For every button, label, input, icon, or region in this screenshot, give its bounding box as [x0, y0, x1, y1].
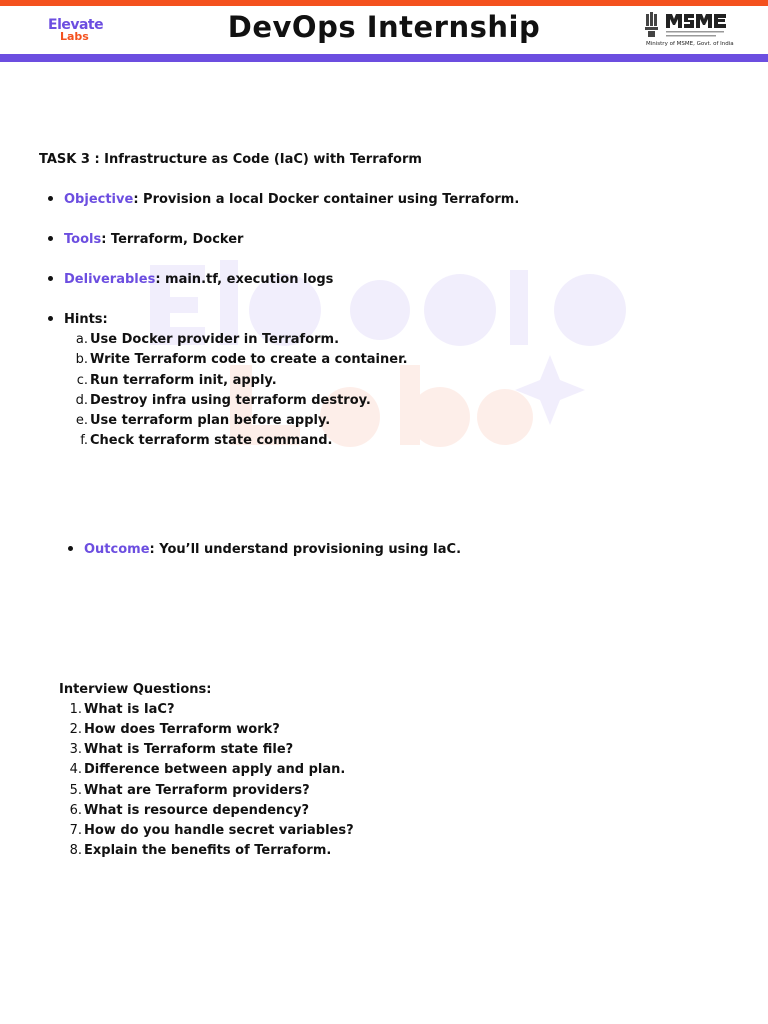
question-item: [64, 762, 345, 777]
outcome-text: : You’ll understand provisioning using IaC.: [149, 542, 462, 557]
interview-questions-title: Interview Questions:: [59, 682, 212, 697]
question-text: What is resource dependency?: [84, 803, 310, 818]
deliverables-label: Deliverables: [64, 272, 156, 287]
task-title: TASK 3 : Infrastructure as Code (IaC) with Terraform: [39, 152, 422, 167]
hints-item: [48, 312, 108, 327]
question-text: Explain the benefits of Terraform.: [84, 843, 332, 858]
question-text: What is Terraform state file?: [84, 742, 294, 757]
objective-label: Objective: [64, 192, 134, 207]
outcome-item: [68, 542, 461, 557]
hint-text: Check terraform state command.: [90, 433, 333, 448]
tools-text: : Terraform, Docker: [101, 232, 244, 247]
question-item: [64, 783, 310, 798]
hint-marker: d.: [75, 393, 88, 408]
question-item: [64, 843, 331, 858]
bullet-icon: [48, 316, 53, 321]
hints-label: Hints:: [64, 312, 108, 327]
question-number: 7.: [69, 823, 82, 838]
bullet-icon: [48, 196, 53, 201]
question-number: 6.: [69, 803, 82, 818]
hint-text: Write Terraform code to create a container.: [90, 352, 408, 367]
bullet-icon: [68, 546, 73, 551]
question-number: 2.: [69, 722, 82, 737]
question-text: What is IaC?: [84, 702, 175, 717]
hint-text: Run terraform init, apply.: [90, 373, 277, 388]
deliverables-text: : main.tf, execution logs: [155, 272, 334, 287]
question-number: 5.: [69, 783, 82, 798]
question-item: [64, 722, 280, 737]
question-number: 4.: [69, 762, 82, 777]
question-item: [64, 823, 354, 838]
question-text: Difference between apply and plan.: [84, 762, 346, 777]
question-number: 1.: [69, 702, 82, 717]
bullet-icon: [48, 236, 53, 241]
question-number: 8.: [69, 843, 82, 858]
hint-marker: f.: [80, 433, 88, 448]
question-number: 3.: [69, 742, 82, 757]
hint-item: [70, 413, 330, 428]
logo-line-1: Elevate: [48, 17, 104, 33]
objective-item: [48, 192, 519, 207]
hint-text: Use Docker provider in Terraform.: [90, 332, 340, 347]
tools-item: [48, 232, 243, 247]
logo-line-2: Labs: [60, 30, 89, 43]
hint-item: [70, 332, 339, 347]
page-title: DevOps Internship: [227, 10, 541, 44]
hint-marker: e.: [75, 413, 88, 428]
question-text: How do you handle secret variables?: [84, 823, 354, 838]
hint-marker: a.: [75, 332, 88, 347]
hint-marker: c.: [76, 373, 88, 388]
hint-item: [70, 433, 332, 448]
outcome-label: Outcome: [84, 542, 150, 557]
hint-item: [70, 393, 371, 408]
objective-text: : Provision a local Docker container using Terraform.: [133, 192, 520, 207]
bullet-icon: [48, 276, 53, 281]
question-item: [64, 803, 309, 818]
hint-item: [70, 352, 408, 367]
hint-item: [70, 373, 277, 388]
question-text: What are Terraform providers?: [84, 783, 310, 798]
deliverables-item: [48, 272, 333, 287]
hint-text: Use terraform plan before apply.: [90, 413, 331, 428]
hint-text: Destroy infra using terraform destroy.: [90, 393, 371, 408]
msme-caption: Ministry of MSME, Govt. of India: [646, 41, 734, 47]
question-item: [64, 702, 175, 717]
question-item: [64, 742, 293, 757]
hint-marker: b.: [75, 352, 88, 367]
question-text: How does Terraform work?: [84, 722, 280, 737]
tools-label: Tools: [64, 232, 102, 247]
